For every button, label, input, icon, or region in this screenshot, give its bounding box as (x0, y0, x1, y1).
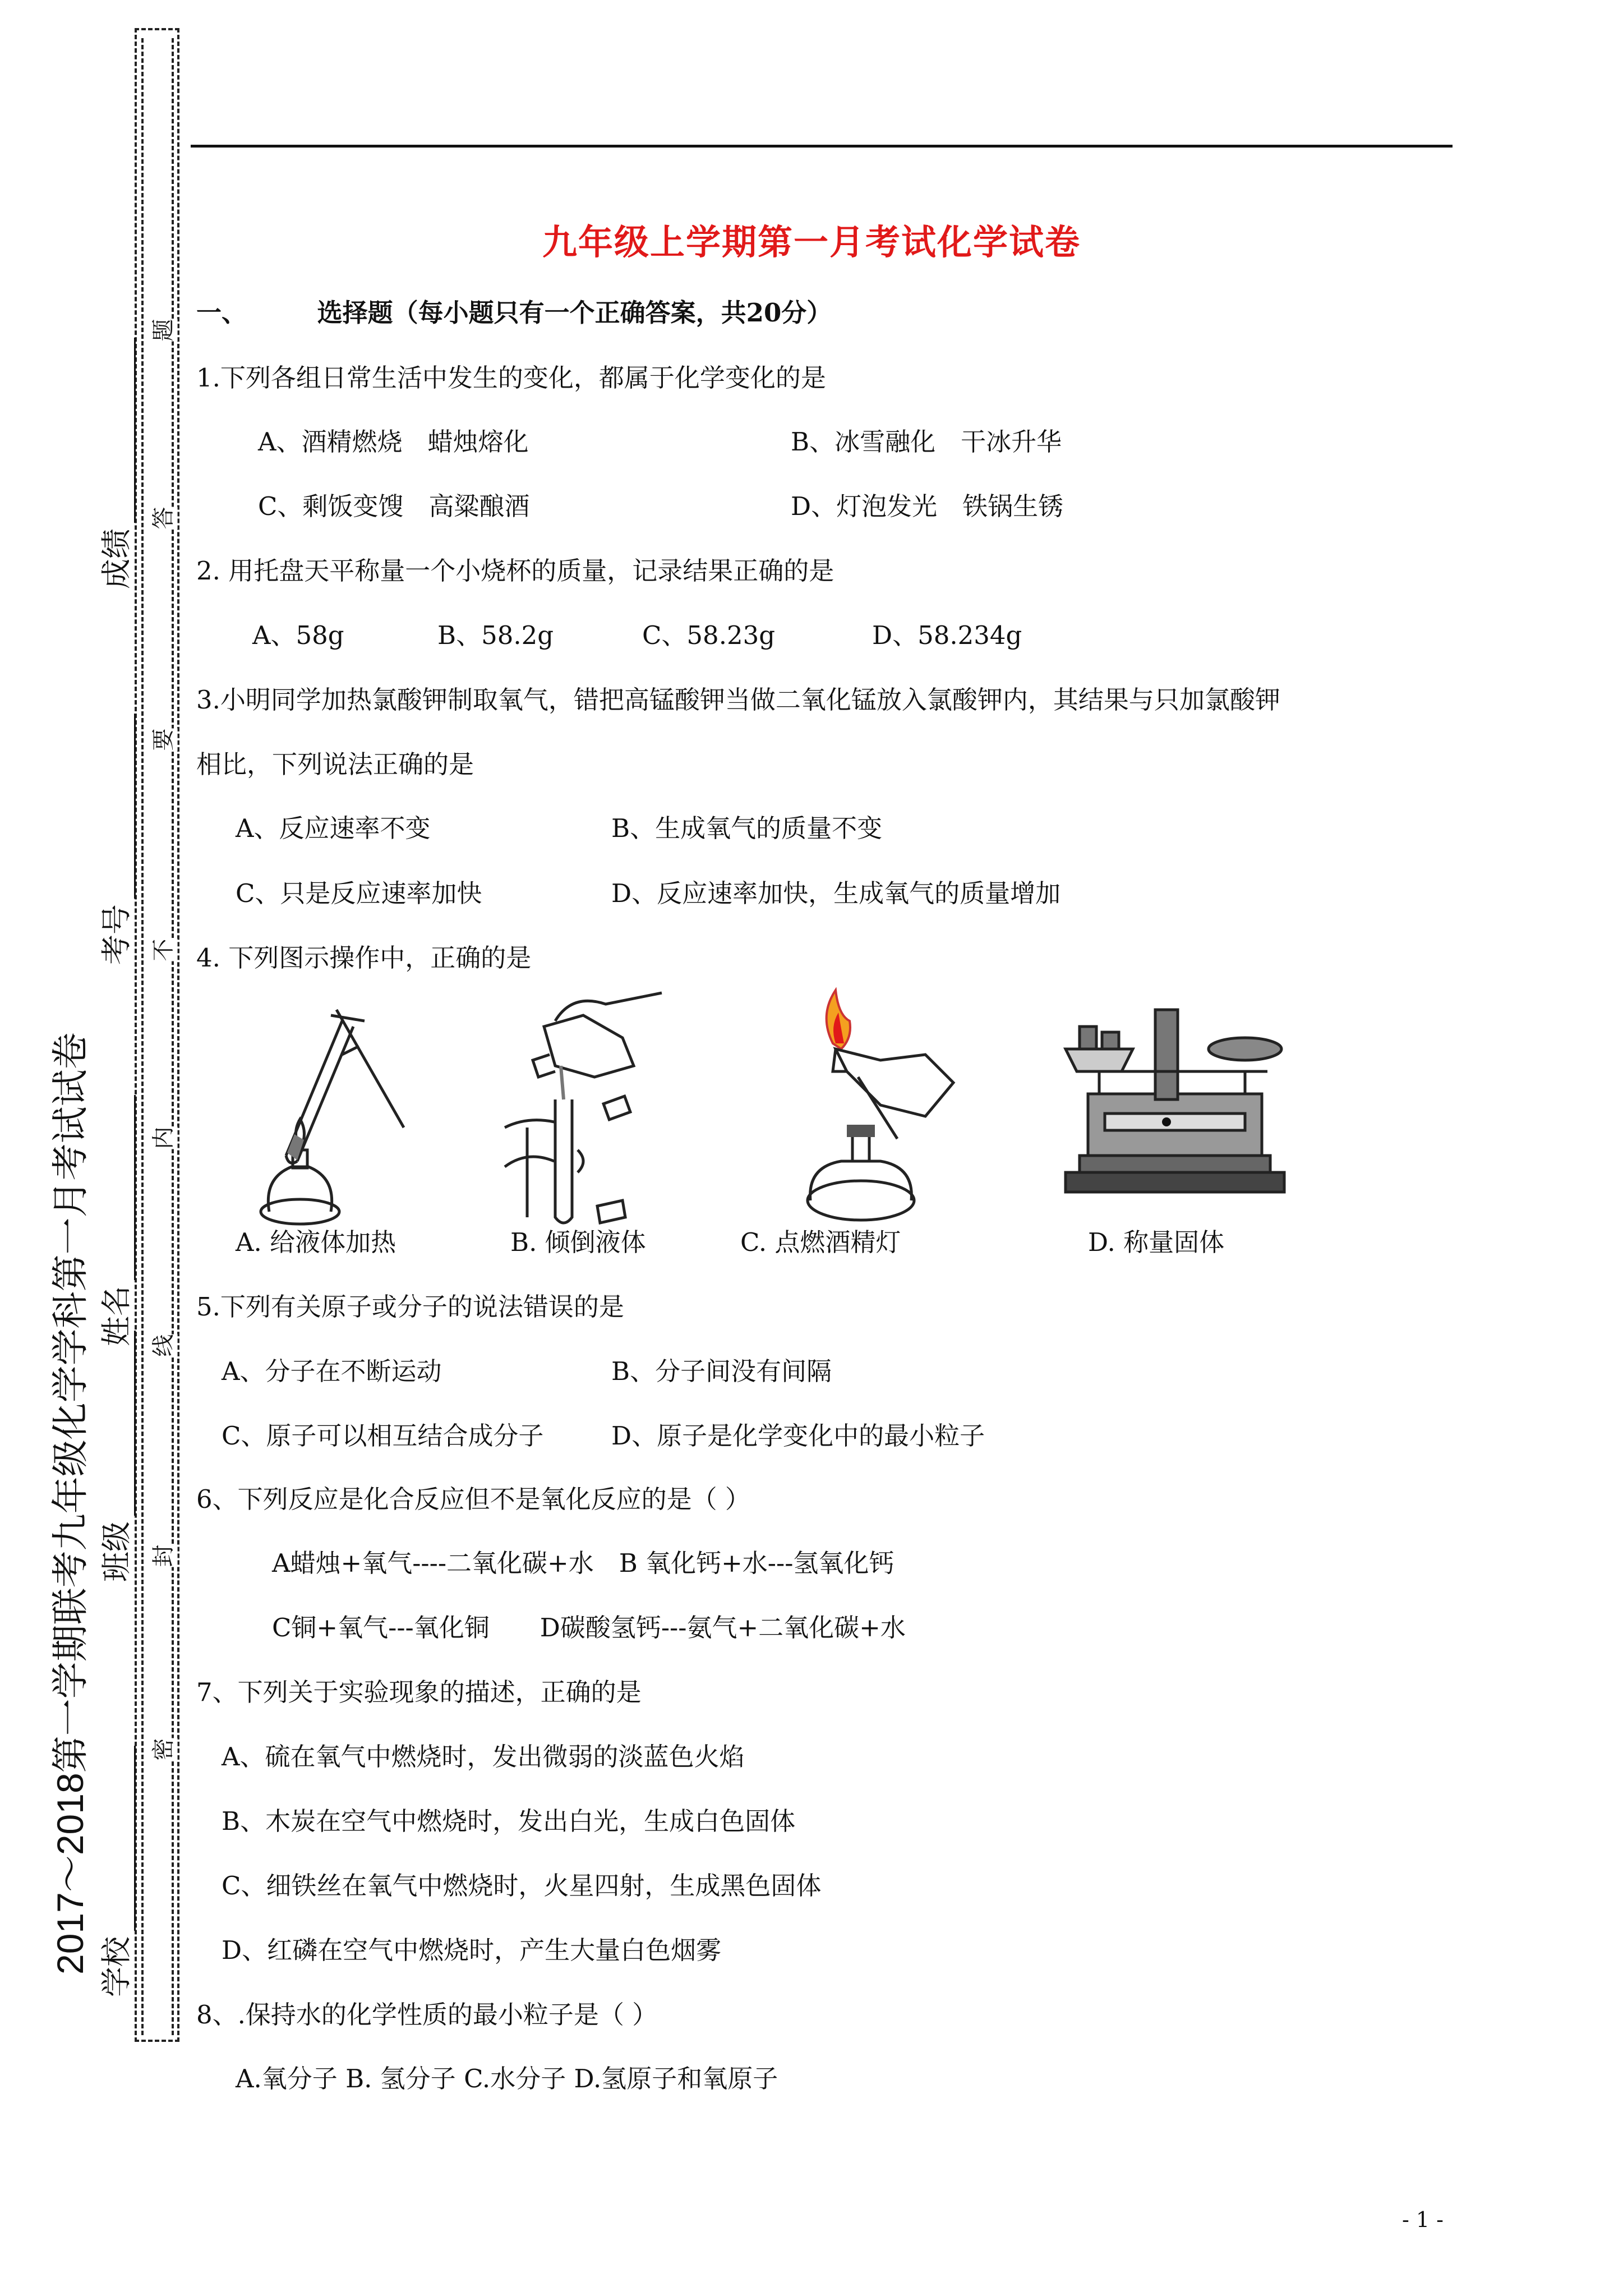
q1-option-a[interactable]: A、酒精燃烧 蜡烛熔化 (258, 427, 529, 457)
seal-char: 线 (146, 1335, 178, 1357)
exam-number-label: 考号 (99, 904, 134, 965)
q1-option-b[interactable]: B、冰雪融化 干冰升华 (791, 427, 1062, 457)
q4-option-d[interactable]: D. 称量固体 (1088, 1227, 1225, 1257)
q3-option-d[interactable]: D、反应速率加快，生成氧气的质量增加 (611, 878, 1061, 908)
q3-option-b[interactable]: B、生成氧气的质量不变 (611, 813, 883, 843)
section-text: 选择题（每小题只有一个正确答案，共20分） (317, 298, 832, 328)
class-line (112, 1331, 136, 1516)
q4-option-c[interactable]: C. 点燃酒精灯 (740, 1227, 901, 1257)
section-heading (196, 296, 832, 330)
q3-stem-line2: 相比，下列说法正确的是 (196, 749, 474, 779)
q5-option-c[interactable]: C、原子可以相互结合成分子 (222, 1421, 544, 1451)
section-number: 一、 (196, 298, 247, 328)
q3-option-a[interactable]: A、反应速率不变 (236, 813, 431, 843)
pouring-liquid-image (494, 982, 679, 1234)
q6-options-ab[interactable]: A蜡烛+氧气----二氧化碳+水 B 氧化钙+水---氢氧化钙 (272, 1548, 895, 1578)
q4-option-b[interactable]: B. 倾倒液体 (510, 1227, 646, 1257)
vertical-exam-title: 2017～2018第一学期联考九年级化学学科第一月考试试卷 (49, 1032, 91, 1975)
school-field[interactable] (93, 1746, 136, 1997)
seal-char: 答 (146, 507, 178, 530)
score-field[interactable] (93, 338, 136, 589)
seal-char: 题 (146, 319, 178, 342)
q5-option-b[interactable]: B、分子间没有间隔 (611, 1356, 832, 1386)
q5-stem: 5.下列有关原子或分子的说法错误的是 (196, 1292, 624, 1322)
q7-option-d[interactable]: D、红磷在空气中燃烧时，产生大量白色烟雾 (222, 1935, 722, 1965)
class-field[interactable] (93, 1331, 136, 1582)
page-number: - 1 - (1401, 2207, 1444, 2232)
q8-options[interactable]: A.氧分子 B. 氢分子 C.水分子 D.氢原子和氧原子 (236, 2064, 778, 2093)
q3-stem-line1: 3.小明同学加热氯酸钾制取氧气，错把高锰酸钾当做二氧化锰放入氯酸钾内，其结果与只加氯酸钾 (196, 685, 1280, 715)
q4-stem: 4. 下列图示操作中，正确的是 (196, 943, 532, 973)
q5-option-a[interactable]: A、分子在不断运动 (222, 1356, 442, 1386)
q7-option-c[interactable]: C、细铁丝在氧气中燃烧时，火星四射，生成黑色固体 (222, 1871, 822, 1901)
q6-stem: 6、下列反应是化合反应但不是氧化反应的是（ ） (196, 1484, 750, 1514)
q7-stem: 7、下列关于实验现象的描述，正确的是 (196, 1677, 642, 1707)
q2-stem: 2. 用托盘天平称量一个小烧杯的质量，记录结果正确的是 (196, 556, 834, 586)
q5-option-d[interactable]: D、原子是化学变化中的最小粒子 (611, 1421, 985, 1451)
q6-options-cd[interactable]: C铜+氧气---氧化铜 D碳酸氢钙---氨气+二氧化碳+水 (272, 1613, 906, 1642)
seal-char: 不 (146, 939, 178, 961)
q7-option-b[interactable]: B、木炭在空气中燃烧时，发出白光，生成白色固体 (222, 1806, 796, 1836)
page-title: 九年级上学期第一月考试化学试卷 (542, 222, 1081, 263)
q8-stem: 8、.保持水的化学性质的最小粒子是（ ） (196, 2000, 658, 2030)
score-label: 成绩 (99, 528, 134, 589)
school-line (112, 1746, 136, 1931)
q2-option-a[interactable]: A、58g (252, 620, 344, 650)
name-line (112, 1095, 136, 1280)
class-label: 班级 (99, 1521, 134, 1582)
q1-option-c[interactable]: C、剩饭变馊 高粱酿酒 (258, 491, 530, 521)
exam-number-line (112, 714, 136, 899)
q2-option-c[interactable]: C、58.23g (642, 620, 776, 650)
header-rule (191, 145, 1453, 148)
heating-liquid-image (252, 987, 421, 1234)
balance-scale-image (1054, 1004, 1295, 1200)
exam-number-field[interactable] (93, 714, 136, 965)
q7-option-a[interactable]: A、硫在氧气中燃烧时，发出微弱的淡蓝色火焰 (222, 1742, 745, 1772)
seal-char: 内 (146, 1127, 178, 1149)
seal-char: 密 (146, 1738, 178, 1761)
name-label: 姓名 (99, 1286, 134, 1346)
seal-char: 封 (146, 1545, 178, 1567)
q2-option-d[interactable]: D、58.234g (872, 620, 1022, 650)
seal-char: 要 (146, 729, 178, 751)
score-line (112, 338, 136, 523)
q1-option-d[interactable]: D、灯泡发光 铁锅生锈 (791, 491, 1064, 521)
name-field[interactable] (93, 1095, 136, 1346)
q1-stem: 1.下列各组日常生活中发生的变化，都属于化学变化的是 (196, 363, 826, 393)
q4-option-a[interactable]: A. 给液体加热 (236, 1227, 396, 1257)
q3-option-c[interactable]: C、只是反应速率加快 (236, 878, 482, 908)
lighting-alcohol-lamp-image (785, 987, 976, 1234)
q2-option-b[interactable]: B、58.2g (437, 620, 554, 650)
school-label: 学校 (99, 1936, 134, 1997)
